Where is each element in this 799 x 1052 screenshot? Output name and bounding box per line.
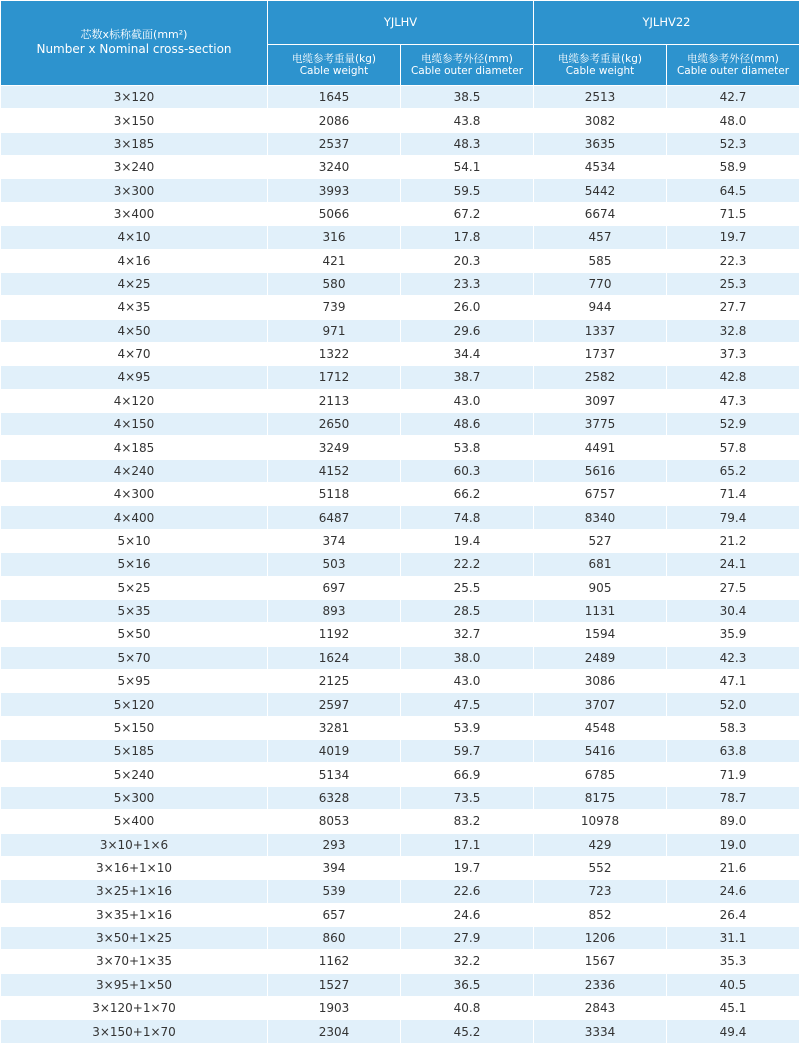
cross-section-cell: 5×16 xyxy=(1,553,268,576)
cross-section-cell: 3×35+1×16 xyxy=(1,903,268,926)
yjlhv22-weight-cell: 3635 xyxy=(534,132,667,155)
yjlhv-weight-cell: 1192 xyxy=(268,623,401,646)
yjlhv-diameter-cell: 28.5 xyxy=(401,599,534,622)
yjlhv-diameter-cell: 83.2 xyxy=(401,810,534,833)
table-row xyxy=(1,786,799,809)
cross-section-cell: 5×240 xyxy=(1,763,268,786)
diameter-header-zh: 电缆参考外径(mm) xyxy=(687,52,779,65)
yjlhv-weight-cell: 860 xyxy=(268,926,401,949)
yjlhv-weight-cell: 5134 xyxy=(268,763,401,786)
yjlhv22-weight-cell: 2513 xyxy=(534,86,667,109)
table-row xyxy=(1,997,799,1020)
table-row xyxy=(1,833,799,856)
yjlhv-weight-cell: 3993 xyxy=(268,179,401,202)
table-row xyxy=(1,529,799,552)
yjlhv-diameter-cell: 59.5 xyxy=(401,179,534,202)
cross-section-cell: 4×16 xyxy=(1,249,268,272)
cross-section-header-zh: 芯数x标称截面(mm²) xyxy=(80,28,188,42)
yjlhv22-diameter-cell: 71.4 xyxy=(667,483,799,506)
yjlhv-diameter-cell: 29.6 xyxy=(401,319,534,342)
yjlhv-weight-cell: 1712 xyxy=(268,366,401,389)
table-row xyxy=(1,926,799,949)
yjlhv22-weight-cell: 905 xyxy=(534,576,667,599)
table-row xyxy=(1,810,799,833)
cross-section-header xyxy=(1,1,268,86)
table-body xyxy=(1,86,799,1044)
yjlhv22-diameter-cell: 19.7 xyxy=(667,226,799,249)
yjlhv-weight-cell: 374 xyxy=(268,529,401,552)
yjlhv22-diameter-cell: 63.8 xyxy=(667,740,799,763)
yjlhv22-diameter-cell: 21.2 xyxy=(667,529,799,552)
cross-section-cell: 3×400 xyxy=(1,202,268,225)
diameter-header-yjlhv22 xyxy=(667,45,799,86)
table-row xyxy=(1,880,799,903)
yjlhv-diameter-cell: 73.5 xyxy=(401,786,534,809)
yjlhv22-diameter-cell: 49.4 xyxy=(667,1020,799,1043)
yjlhv22-weight-cell: 2582 xyxy=(534,366,667,389)
yjlhv22-diameter-cell: 48.0 xyxy=(667,109,799,132)
weight-header-zh: 电缆参考重量(kg) xyxy=(558,52,642,65)
yjlhv22-weight-cell: 2843 xyxy=(534,997,667,1020)
diameter-header-zh: 电缆参考外径(mm) xyxy=(421,52,513,65)
yjlhv22-weight-cell: 552 xyxy=(534,856,667,879)
table-row xyxy=(1,459,799,482)
cross-section-cell: 4×95 xyxy=(1,366,268,389)
yjlhv-diameter-cell: 40.8 xyxy=(401,997,534,1020)
cross-section-cell: 5×10 xyxy=(1,529,268,552)
yjlhv22-diameter-cell: 24.6 xyxy=(667,880,799,903)
yjlhv-weight-cell: 421 xyxy=(268,249,401,272)
table-row xyxy=(1,506,799,529)
yjlhv-diameter-cell: 17.1 xyxy=(401,833,534,856)
yjlhv-weight-cell: 971 xyxy=(268,319,401,342)
yjlhv-weight-cell: 8053 xyxy=(268,810,401,833)
yjlhv22-diameter-cell: 31.1 xyxy=(667,926,799,949)
table-row xyxy=(1,856,799,879)
yjlhv22-weight-cell: 723 xyxy=(534,880,667,903)
yjlhv-diameter-cell: 48.3 xyxy=(401,132,534,155)
yjlhv-diameter-cell: 48.6 xyxy=(401,413,534,436)
table-row xyxy=(1,179,799,202)
yjlhv22-diameter-cell: 52.0 xyxy=(667,693,799,716)
yjlhv22-weight-cell: 527 xyxy=(534,529,667,552)
yjlhv-diameter-cell: 22.6 xyxy=(401,880,534,903)
table-row xyxy=(1,436,799,459)
weight-header-zh: 电缆参考重量(kg) xyxy=(292,52,376,65)
table-row xyxy=(1,109,799,132)
yjlhv22-diameter-cell: 27.7 xyxy=(667,296,799,319)
yjlhv-weight-cell: 1322 xyxy=(268,342,401,365)
yjlhv-diameter-cell: 67.2 xyxy=(401,202,534,225)
yjlhv-diameter-cell: 66.2 xyxy=(401,483,534,506)
yjlhv22-weight-cell: 1337 xyxy=(534,319,667,342)
yjlhv-weight-cell: 539 xyxy=(268,880,401,903)
table-row xyxy=(1,903,799,926)
yjlhv22-diameter-cell: 52.3 xyxy=(667,132,799,155)
cross-section-cell: 5×150 xyxy=(1,716,268,739)
yjlhv22-diameter-cell: 47.3 xyxy=(667,389,799,412)
yjlhv-weight-cell: 2537 xyxy=(268,132,401,155)
yjlhv-diameter-cell: 19.7 xyxy=(401,856,534,879)
yjlhv22-diameter-cell: 40.5 xyxy=(667,973,799,996)
yjlhv-diameter-cell: 32.7 xyxy=(401,623,534,646)
cross-section-cell: 4×240 xyxy=(1,459,268,482)
yjlhv-weight-cell: 5118 xyxy=(268,483,401,506)
cross-section-cell: 4×10 xyxy=(1,226,268,249)
group-header-yjlhv: YJLHV xyxy=(268,1,534,45)
yjlhv22-diameter-cell: 79.4 xyxy=(667,506,799,529)
diameter-header-en: Cable outer diameter xyxy=(410,65,524,77)
table-row xyxy=(1,599,799,622)
yjlhv-weight-cell: 5066 xyxy=(268,202,401,225)
cross-section-cell: 3×240 xyxy=(1,156,268,179)
yjlhv-weight-cell: 580 xyxy=(268,272,401,295)
yjlhv-weight-cell: 503 xyxy=(268,553,401,576)
yjlhv-weight-cell: 2304 xyxy=(268,1020,401,1043)
yjlhv22-weight-cell: 944 xyxy=(534,296,667,319)
yjlhv22-weight-cell: 1131 xyxy=(534,599,667,622)
yjlhv22-diameter-cell: 21.6 xyxy=(667,856,799,879)
yjlhv-weight-cell: 1645 xyxy=(268,86,401,109)
cross-section-cell: 5×95 xyxy=(1,669,268,692)
yjlhv22-weight-cell: 3086 xyxy=(534,669,667,692)
yjlhv-weight-cell: 739 xyxy=(268,296,401,319)
table-row xyxy=(1,646,799,669)
weight-header-yjlhv22 xyxy=(534,45,667,86)
yjlhv22-diameter-cell: 65.2 xyxy=(667,459,799,482)
yjlhv-weight-cell: 394 xyxy=(268,856,401,879)
yjlhv-diameter-cell: 59.7 xyxy=(401,740,534,763)
yjlhv22-diameter-cell: 37.3 xyxy=(667,342,799,365)
yjlhv22-weight-cell: 8175 xyxy=(534,786,667,809)
yjlhv-diameter-cell: 26.0 xyxy=(401,296,534,319)
yjlhv22-weight-cell: 6785 xyxy=(534,763,667,786)
yjlhv22-diameter-cell: 25.3 xyxy=(667,272,799,295)
yjlhv22-diameter-cell: 58.3 xyxy=(667,716,799,739)
table-row xyxy=(1,413,799,436)
yjlhv22-weight-cell: 8340 xyxy=(534,506,667,529)
yjlhv22-weight-cell: 5416 xyxy=(534,740,667,763)
yjlhv-weight-cell: 4019 xyxy=(268,740,401,763)
yjlhv22-diameter-cell: 19.0 xyxy=(667,833,799,856)
yjlhv-diameter-cell: 25.5 xyxy=(401,576,534,599)
yjlhv-diameter-cell: 74.8 xyxy=(401,506,534,529)
yjlhv-weight-cell: 3281 xyxy=(268,716,401,739)
yjlhv-diameter-cell: 43.8 xyxy=(401,109,534,132)
yjlhv22-diameter-cell: 42.3 xyxy=(667,646,799,669)
yjlhv22-diameter-cell: 35.9 xyxy=(667,623,799,646)
yjlhv-diameter-cell: 38.7 xyxy=(401,366,534,389)
yjlhv22-diameter-cell: 32.8 xyxy=(667,319,799,342)
yjlhv22-weight-cell: 585 xyxy=(534,249,667,272)
cross-section-cell: 3×300 xyxy=(1,179,268,202)
yjlhv22-weight-cell: 3707 xyxy=(534,693,667,716)
yjlhv22-diameter-cell: 52.9 xyxy=(667,413,799,436)
yjlhv-weight-cell: 1624 xyxy=(268,646,401,669)
yjlhv-weight-cell: 2597 xyxy=(268,693,401,716)
yjlhv22-weight-cell: 2336 xyxy=(534,973,667,996)
yjlhv22-weight-cell: 3082 xyxy=(534,109,667,132)
table-row xyxy=(1,156,799,179)
yjlhv22-weight-cell: 10978 xyxy=(534,810,667,833)
cross-section-cell: 4×300 xyxy=(1,483,268,506)
table-row xyxy=(1,623,799,646)
cross-section-cell: 5×70 xyxy=(1,646,268,669)
yjlhv22-weight-cell: 5616 xyxy=(534,459,667,482)
cross-section-cell: 3×70+1×35 xyxy=(1,950,268,973)
yjlhv22-weight-cell: 4491 xyxy=(534,436,667,459)
yjlhv22-weight-cell: 2489 xyxy=(534,646,667,669)
table-row xyxy=(1,249,799,272)
yjlhv22-diameter-cell: 47.1 xyxy=(667,669,799,692)
yjlhv-weight-cell: 3240 xyxy=(268,156,401,179)
yjlhv-weight-cell: 6487 xyxy=(268,506,401,529)
yjlhv-weight-cell: 2125 xyxy=(268,669,401,692)
table-row xyxy=(1,950,799,973)
yjlhv22-diameter-cell: 35.3 xyxy=(667,950,799,973)
yjlhv22-diameter-cell: 71.5 xyxy=(667,202,799,225)
yjlhv-diameter-cell: 60.3 xyxy=(401,459,534,482)
yjlhv-diameter-cell: 22.2 xyxy=(401,553,534,576)
yjlhv22-diameter-cell: 26.4 xyxy=(667,903,799,926)
cross-section-cell: 3×16+1×10 xyxy=(1,856,268,879)
yjlhv22-weight-cell: 4548 xyxy=(534,716,667,739)
yjlhv22-diameter-cell: 27.5 xyxy=(667,576,799,599)
yjlhv-diameter-cell: 17.8 xyxy=(401,226,534,249)
diameter-header-en: Cable outer diameter xyxy=(676,65,790,77)
yjlhv22-diameter-cell: 24.1 xyxy=(667,553,799,576)
yjlhv-weight-cell: 1903 xyxy=(268,997,401,1020)
yjlhv-weight-cell: 2650 xyxy=(268,413,401,436)
yjlhv22-diameter-cell: 57.8 xyxy=(667,436,799,459)
table-row xyxy=(1,272,799,295)
weight-header-en: Cable weight xyxy=(565,65,635,77)
yjlhv22-diameter-cell: 42.8 xyxy=(667,366,799,389)
cross-section-cell: 5×300 xyxy=(1,786,268,809)
table-row xyxy=(1,389,799,412)
yjlhv-diameter-cell: 27.9 xyxy=(401,926,534,949)
yjlhv22-weight-cell: 1737 xyxy=(534,342,667,365)
cross-section-cell: 4×35 xyxy=(1,296,268,319)
yjlhv22-weight-cell: 770 xyxy=(534,272,667,295)
table-row xyxy=(1,716,799,739)
cross-section-cell: 4×70 xyxy=(1,342,268,365)
cross-section-cell: 3×25+1×16 xyxy=(1,880,268,903)
yjlhv22-weight-cell: 6757 xyxy=(534,483,667,506)
yjlhv-diameter-cell: 43.0 xyxy=(401,669,534,692)
yjlhv-weight-cell: 6328 xyxy=(268,786,401,809)
table-row xyxy=(1,296,799,319)
weight-header-yjlhv xyxy=(268,45,401,86)
yjlhv-weight-cell: 697 xyxy=(268,576,401,599)
cross-section-header-en: Number x Nominal cross-section xyxy=(36,42,232,57)
yjlhv-diameter-cell: 32.2 xyxy=(401,950,534,973)
table-row xyxy=(1,226,799,249)
cross-section-cell: 5×50 xyxy=(1,623,268,646)
yjlhv-diameter-cell: 19.4 xyxy=(401,529,534,552)
yjlhv-diameter-cell: 34.4 xyxy=(401,342,534,365)
yjlhv22-diameter-cell: 45.1 xyxy=(667,997,799,1020)
yjlhv22-diameter-cell: 58.9 xyxy=(667,156,799,179)
yjlhv-weight-cell: 293 xyxy=(268,833,401,856)
cross-section-cell: 4×400 xyxy=(1,506,268,529)
table-row xyxy=(1,366,799,389)
yjlhv22-weight-cell: 429 xyxy=(534,833,667,856)
table-row xyxy=(1,86,799,109)
yjlhv-weight-cell: 657 xyxy=(268,903,401,926)
weight-header-en: Cable weight xyxy=(299,65,369,77)
yjlhv22-weight-cell: 5442 xyxy=(534,179,667,202)
yjlhv22-diameter-cell: 78.7 xyxy=(667,786,799,809)
yjlhv-diameter-cell: 43.0 xyxy=(401,389,534,412)
cross-section-cell: 5×35 xyxy=(1,599,268,622)
table-row xyxy=(1,553,799,576)
table-row xyxy=(1,763,799,786)
table-row xyxy=(1,319,799,342)
yjlhv22-weight-cell: 457 xyxy=(534,226,667,249)
group-header-yjlhv22: YJLHV22 xyxy=(534,1,799,45)
cross-section-cell: 3×95+1×50 xyxy=(1,973,268,996)
yjlhv-diameter-cell: 53.9 xyxy=(401,716,534,739)
cross-section-cell: 5×25 xyxy=(1,576,268,599)
cross-section-cell: 5×400 xyxy=(1,810,268,833)
cross-section-cell: 4×25 xyxy=(1,272,268,295)
cross-section-cell: 4×120 xyxy=(1,389,268,412)
table-row xyxy=(1,132,799,155)
cross-section-cell: 3×50+1×25 xyxy=(1,926,268,949)
cross-section-cell: 3×150 xyxy=(1,109,268,132)
cross-section-cell: 3×120+1×70 xyxy=(1,997,268,1020)
yjlhv-diameter-cell: 20.3 xyxy=(401,249,534,272)
yjlhv-weight-cell: 3249 xyxy=(268,436,401,459)
yjlhv-diameter-cell: 38.0 xyxy=(401,646,534,669)
yjlhv22-weight-cell: 4534 xyxy=(534,156,667,179)
table-row xyxy=(1,693,799,716)
table-row xyxy=(1,740,799,763)
yjlhv-weight-cell: 2086 xyxy=(268,109,401,132)
yjlhv22-weight-cell: 1567 xyxy=(534,950,667,973)
cross-section-cell: 3×150+1×70 xyxy=(1,1020,268,1043)
yjlhv22-weight-cell: 852 xyxy=(534,903,667,926)
cross-section-cell: 4×185 xyxy=(1,436,268,459)
table-row xyxy=(1,483,799,506)
yjlhv-diameter-cell: 54.1 xyxy=(401,156,534,179)
yjlhv22-diameter-cell: 42.7 xyxy=(667,86,799,109)
table-row xyxy=(1,669,799,692)
yjlhv22-weight-cell: 1206 xyxy=(534,926,667,949)
yjlhv22-diameter-cell: 22.3 xyxy=(667,249,799,272)
yjlhv-diameter-cell: 24.6 xyxy=(401,903,534,926)
yjlhv22-diameter-cell: 89.0 xyxy=(667,810,799,833)
yjlhv22-diameter-cell: 64.5 xyxy=(667,179,799,202)
yjlhv22-diameter-cell: 71.9 xyxy=(667,763,799,786)
cross-section-cell: 4×150 xyxy=(1,413,268,436)
yjlhv-diameter-cell: 23.3 xyxy=(401,272,534,295)
yjlhv-weight-cell: 316 xyxy=(268,226,401,249)
table-row xyxy=(1,342,799,365)
yjlhv22-diameter-cell: 30.4 xyxy=(667,599,799,622)
yjlhv22-weight-cell: 1594 xyxy=(534,623,667,646)
cross-section-cell: 3×120 xyxy=(1,86,268,109)
table-row xyxy=(1,1020,799,1043)
yjlhv-diameter-cell: 66.9 xyxy=(401,763,534,786)
yjlhv22-weight-cell: 3334 xyxy=(534,1020,667,1043)
table-row xyxy=(1,973,799,996)
yjlhv-diameter-cell: 38.5 xyxy=(401,86,534,109)
diameter-header-yjlhv xyxy=(401,45,534,86)
yjlhv22-weight-cell: 6674 xyxy=(534,202,667,225)
yjlhv22-weight-cell: 681 xyxy=(534,553,667,576)
yjlhv-weight-cell: 1527 xyxy=(268,973,401,996)
yjlhv-weight-cell: 893 xyxy=(268,599,401,622)
yjlhv-weight-cell: 1162 xyxy=(268,950,401,973)
yjlhv-diameter-cell: 53.8 xyxy=(401,436,534,459)
cross-section-cell: 4×50 xyxy=(1,319,268,342)
cross-section-cell: 3×185 xyxy=(1,132,268,155)
table-row xyxy=(1,576,799,599)
table-row xyxy=(1,202,799,225)
yjlhv-weight-cell: 4152 xyxy=(268,459,401,482)
cross-section-cell: 3×10+1×6 xyxy=(1,833,268,856)
yjlhv-diameter-cell: 47.5 xyxy=(401,693,534,716)
yjlhv-diameter-cell: 36.5 xyxy=(401,973,534,996)
yjlhv-diameter-cell: 45.2 xyxy=(401,1020,534,1043)
cross-section-cell: 5×185 xyxy=(1,740,268,763)
yjlhv22-weight-cell: 3097 xyxy=(534,389,667,412)
yjlhv22-weight-cell: 3775 xyxy=(534,413,667,436)
yjlhv-weight-cell: 2113 xyxy=(268,389,401,412)
cross-section-cell: 5×120 xyxy=(1,693,268,716)
